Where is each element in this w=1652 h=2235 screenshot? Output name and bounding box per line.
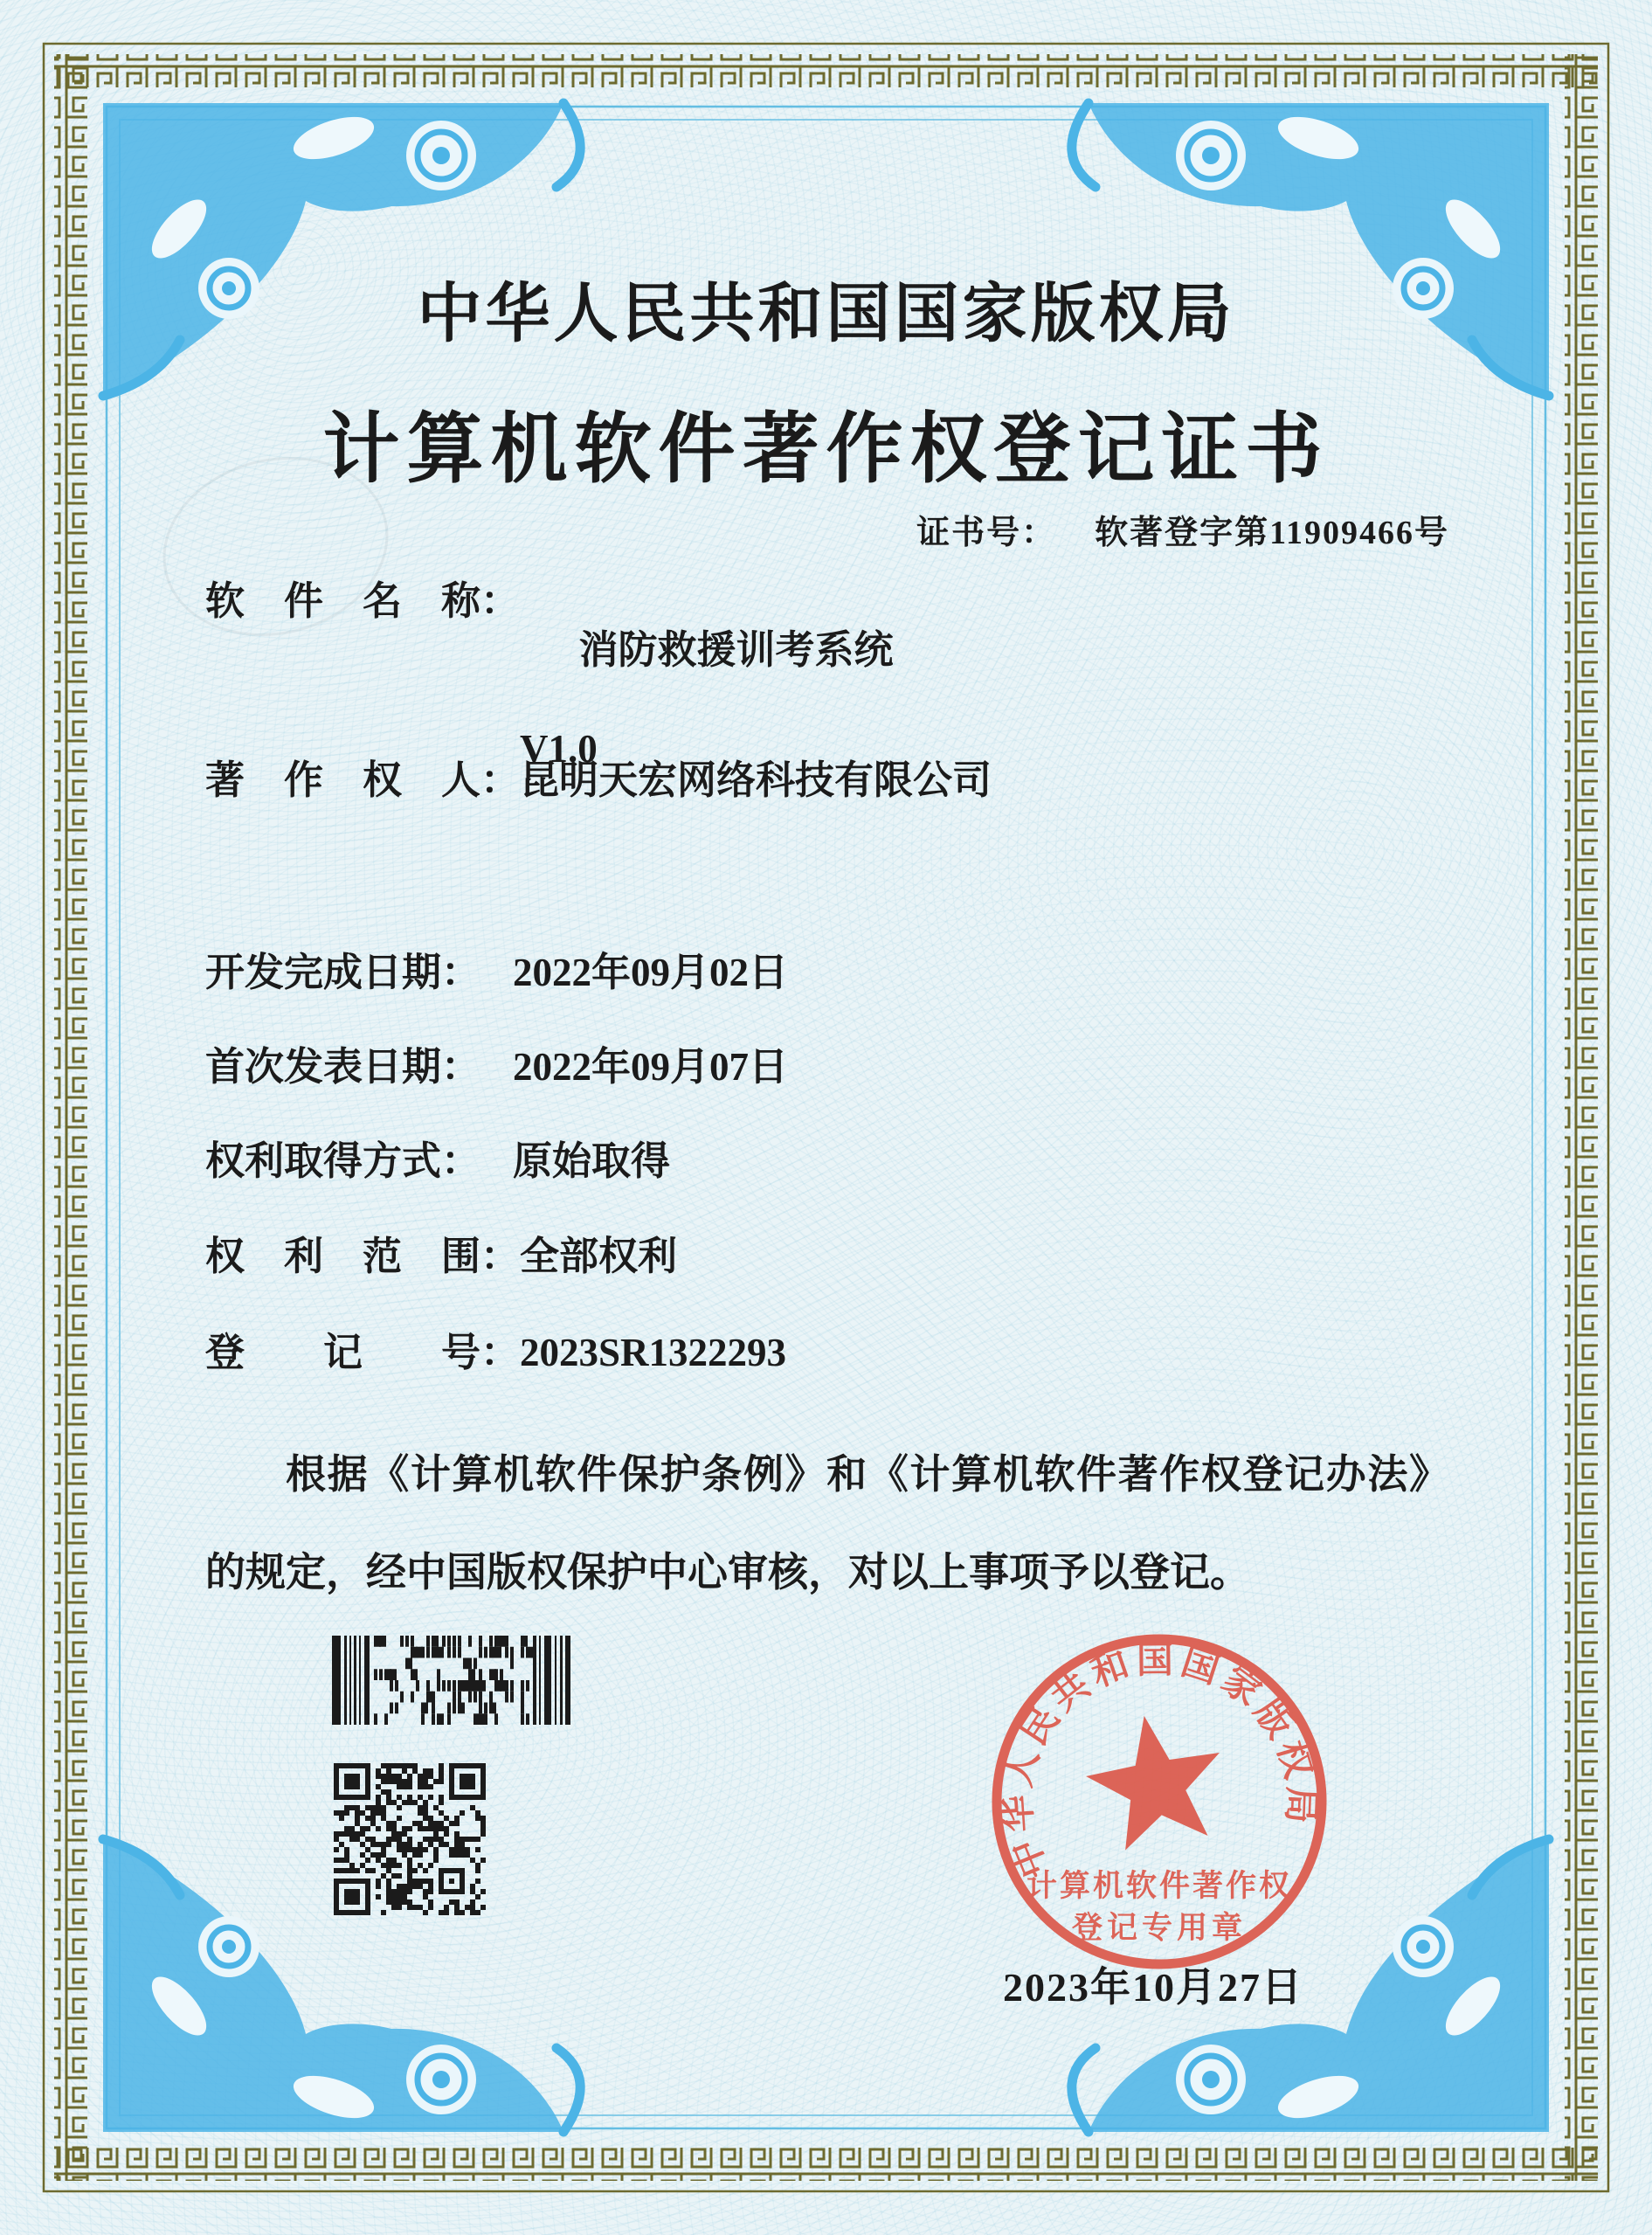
certificate-number-value: 软著登字第11909466号 (1095, 515, 1449, 551)
certificate-title: 计算机软件著作权登记证书 (322, 408, 1330, 493)
qr-code (334, 1763, 486, 1915)
field-label: 首次发表日期： (205, 1045, 481, 1089)
first-publish-date: 2022年09月07日 (513, 1045, 789, 1089)
field-label: 开发完成日期： (205, 951, 481, 994)
field-label: 著 作 权 人： (205, 758, 521, 802)
field-row-rights-scope (205, 1232, 1481, 1281)
acquisition-method: 原始取得 (513, 1139, 671, 1183)
certificate-number-line (916, 505, 1449, 553)
pdf417-barcode (332, 1636, 570, 1725)
software-name: 消防救援训考系统 (578, 628, 894, 673)
dev-complete-date: 2022年09月02日 (513, 951, 789, 994)
seal-star-icon (1077, 1704, 1234, 1854)
field-label: 登 记 号： (205, 1331, 521, 1374)
field-label: 权 利 范 围： (205, 1235, 521, 1278)
field-row-dev-complete-date (205, 948, 1481, 997)
field-label: 权利取得方式： (205, 1139, 481, 1183)
official-seal (976, 1618, 1343, 1985)
software-version: V1.0 (520, 726, 598, 771)
field-row-copyright-owner (205, 756, 1481, 805)
field-row-registration-number (205, 1328, 1481, 1377)
registration-statement: 根据《计算机软件保护条例》和《计算机软件著作权登记办法》的规定，经中国版权保护中心审核，对以上事项予以登记。 (205, 1452, 1449, 1595)
issue-date: 2023年10月27日 (1003, 1965, 1303, 2010)
rights-scope: 全部权利 (520, 1235, 678, 1278)
seal-arc-text-group (976, 1618, 1330, 1885)
certificate-number-label: 证书号： (916, 515, 1057, 551)
registration-number: 2023SR1322293 (520, 1331, 787, 1374)
field-label: 软 件 名 称： (205, 579, 521, 623)
seal-subtitle-line2: 登记专用章 (1071, 1911, 1248, 1945)
field-row-acquisition-method (205, 1137, 1481, 1186)
field-row-software-name (205, 577, 1481, 872)
issuer-title: 中华人民共和国国家版权局 (417, 279, 1235, 350)
field-row-first-publish-date (205, 1042, 1481, 1091)
seal-arc-text: 中华人民共和国国家版权局 (997, 1640, 1321, 1883)
field-value (520, 577, 894, 872)
copyright-owner: 昆明天宏网络科技有限公司 (520, 758, 992, 802)
seal-subtitle-line1: 计算机软件著作权 (1026, 1869, 1293, 1903)
